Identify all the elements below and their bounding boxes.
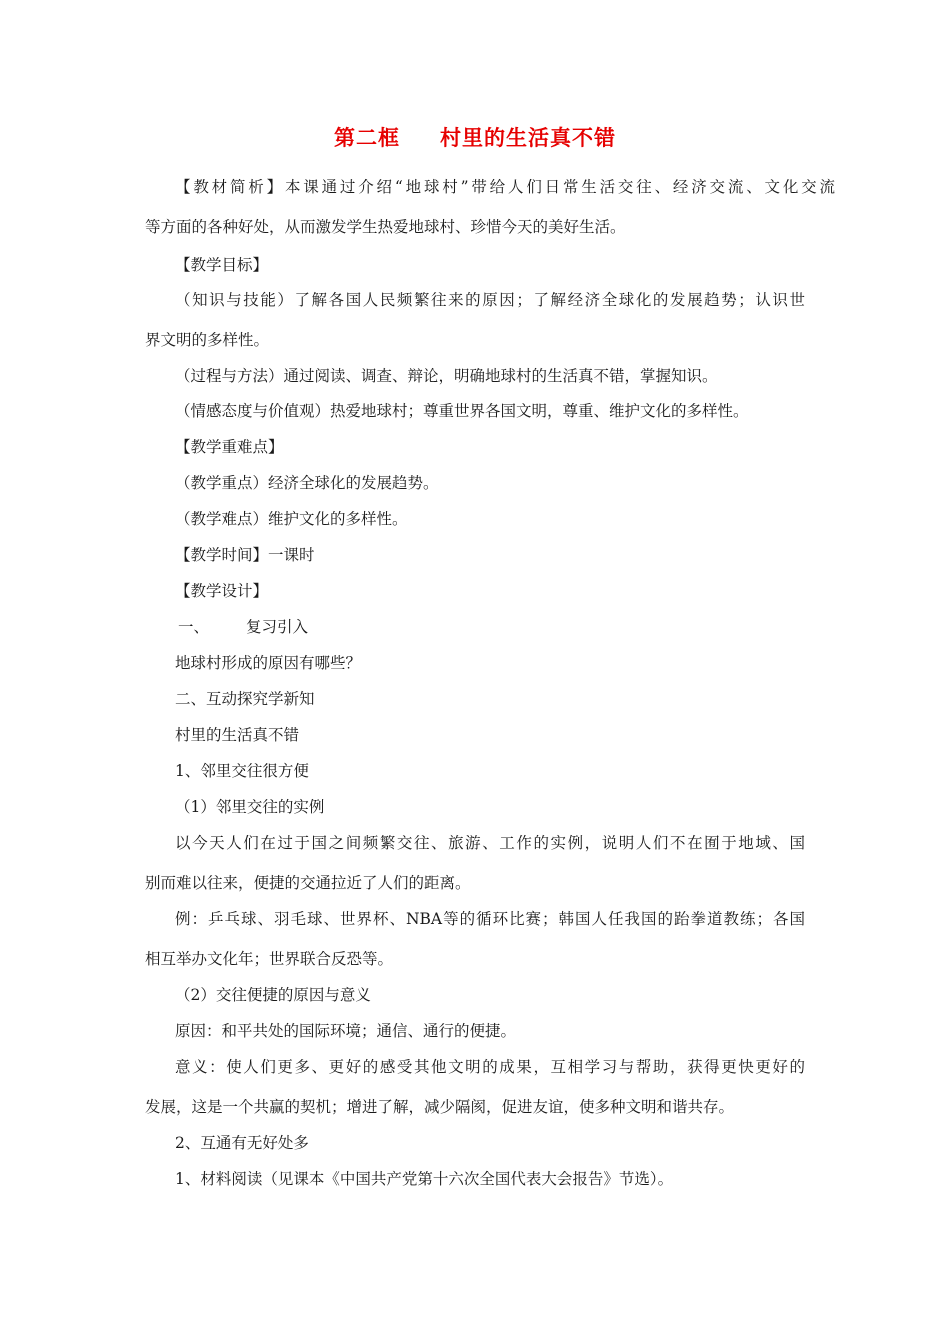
section-heading: 【教学重难点】 [175, 438, 284, 456]
paragraph-line: 【教材简析】本课通过介绍“地球村”带给人们日常生活交往、经济交流、文化交流 [175, 178, 835, 196]
paragraph-line: 原因：和平共处的国际环境；通信、通行的便捷。 [175, 1022, 517, 1040]
title-part-2: 村里的生活真不错 [440, 125, 616, 150]
paragraph-line: 等方面的各种好处，从而激发学生热爱地球村、珍惜今天的美好生活。 [145, 218, 626, 236]
section-heading: 【教学目标】 [175, 256, 269, 274]
document-title [0, 122, 950, 152]
list-item: （2）交往便捷的原因与意义 [175, 986, 371, 1004]
paragraph-line: 发展，这是一个共赢的契机；增进了解，减少隔阂，促进友谊，使多种文明和谐共存。 [145, 1098, 735, 1116]
paragraph-line: 以今天人们在过于国之间频繁交往、旅游、工作的实例，说明人们不在囿于地域、国 [175, 834, 805, 852]
list-number: 一、 [178, 618, 210, 636]
title-part-1: 第二框 [334, 125, 400, 150]
paragraph-line: 别而难以往来，便捷的交通拉近了人们的距离。 [145, 874, 471, 892]
list-item: 1、材料阅读（见课本《中国共产党第十六次全国代表大会报告》节选）。 [175, 1170, 674, 1188]
list-item: 二、互动探究学新知 [175, 690, 315, 708]
paragraph-line: 相互举办文化年；世界联合反恐等。 [145, 950, 394, 968]
paragraph-line: （知识与技能）了解各国人民频繁往来的原因；了解经济全球化的发展趋势；认识世 [175, 291, 805, 309]
paragraph-line: 地球村形成的原因有哪些？ [175, 654, 362, 672]
paragraph-line: （情感态度与价值观）热爱地球村；尊重世界各国文明，尊重、维护文化的多样性。 [175, 402, 749, 420]
list-item: （1）邻里交往的实例 [175, 798, 325, 816]
section-heading: 【教学设计】 [175, 582, 269, 600]
paragraph-line: （教学重点）经济全球化的发展趋势。 [175, 474, 439, 492]
paragraph-line: 例：乒乓球、羽毛球、世界杯、NBA等的循环比赛；韩国人任我国的跆拳道教练；各国 [175, 910, 805, 928]
paragraph-line: （过程与方法）通过阅读、调查、辩论，明确地球村的生活真不错，掌握知识。 [175, 367, 718, 385]
paragraph-line: 界文明的多样性。 [145, 331, 270, 349]
list-item: 1、邻里交往很方便 [175, 762, 309, 780]
paragraph-line: 意义：使人们更多、更好的感受其他文明的成果，互相学习与帮助，获得更快更好的 [175, 1058, 805, 1076]
paragraph-line: （教学难点）维护文化的多样性。 [175, 510, 408, 528]
section-heading: 【教学时间】一课时 [175, 546, 315, 564]
paragraph-line: 村里的生活真不错 [175, 726, 300, 744]
list-item: 复习引入 [246, 618, 309, 636]
list-item: 2、互通有无好处多 [175, 1134, 309, 1152]
